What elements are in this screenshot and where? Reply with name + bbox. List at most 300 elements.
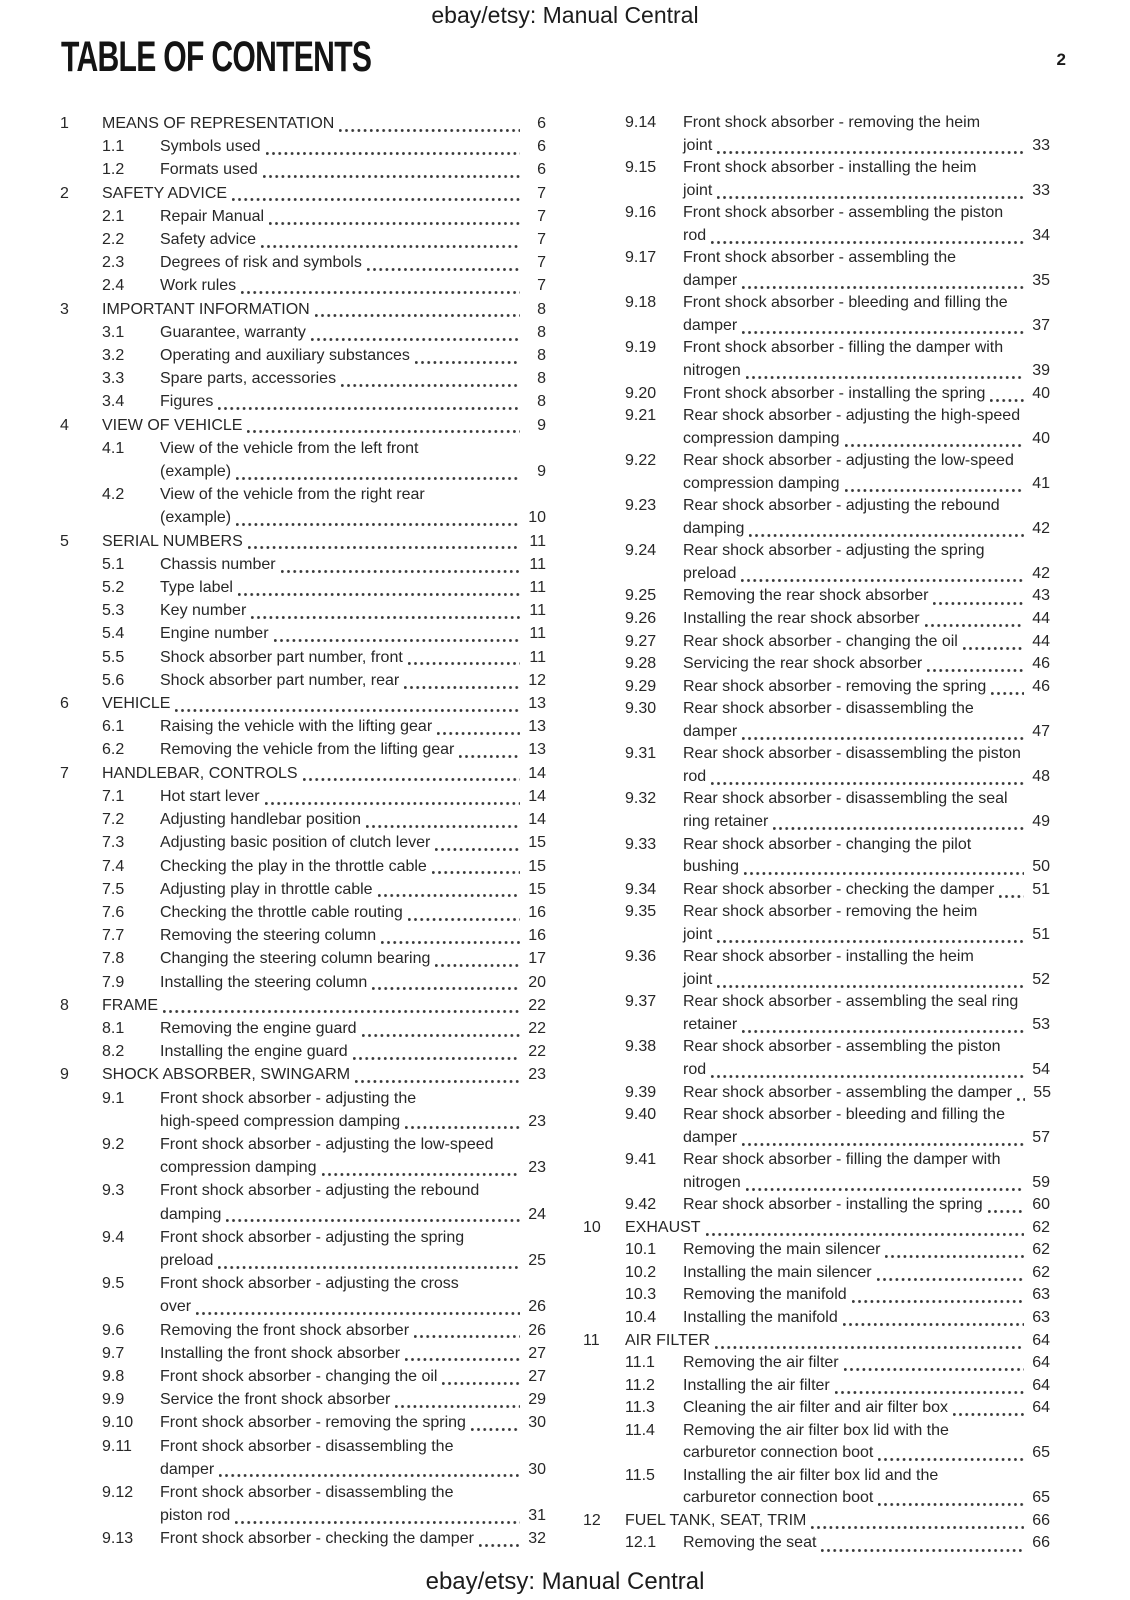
toc-entry-title: MEANS OF REPRESENTATION bbox=[102, 115, 335, 132]
toc-entry-number: 2.3 bbox=[102, 254, 125, 272]
toc-entry-page: 7 bbox=[537, 184, 546, 202]
dotted-leader bbox=[878, 1458, 1024, 1461]
toc-entry-lastline bbox=[683, 383, 1050, 406]
dotted-leader bbox=[378, 894, 520, 897]
dotted-leader bbox=[988, 1210, 1024, 1213]
toc-entry-page: 59 bbox=[1032, 1173, 1050, 1191]
toc-section-entry bbox=[583, 788, 1050, 833]
toc-entry-title: compression damping bbox=[683, 474, 840, 492]
toc-section-entry bbox=[60, 158, 546, 181]
dotted-leader bbox=[381, 941, 520, 944]
toc-entry-body bbox=[625, 1510, 1050, 1533]
toc-entry-title: piston rod bbox=[160, 1507, 231, 1525]
dotted-leader bbox=[963, 647, 1024, 650]
toc-section-entry bbox=[60, 1040, 546, 1063]
toc-section-entry bbox=[60, 1411, 546, 1434]
toc-entry-title-line: Rear shock absorber - filling the damper with bbox=[683, 1151, 1001, 1169]
dotted-leader bbox=[852, 1300, 1024, 1303]
toc-entry-title: retainer bbox=[683, 1015, 738, 1033]
toc-entry-page: 33 bbox=[1032, 181, 1050, 199]
toc-section-entry bbox=[60, 599, 546, 622]
toc-entry-body bbox=[683, 1262, 1050, 1285]
toc-entry-lastline bbox=[160, 1504, 546, 1527]
toc-entry-title: Rear shock absorber - installing the spring bbox=[683, 1196, 983, 1214]
toc-entry-lastline bbox=[160, 344, 546, 367]
toc-entry-lastline bbox=[160, 901, 546, 924]
toc-entry-lastline bbox=[683, 1014, 1050, 1037]
dotted-leader bbox=[845, 444, 1024, 447]
toc-entry-lastline bbox=[160, 205, 546, 228]
toc-entry-body bbox=[160, 785, 546, 808]
page-title: TABLE OF CONTENTS bbox=[61, 33, 372, 81]
dotted-leader bbox=[241, 291, 520, 294]
toc-entry-page: 7 bbox=[537, 277, 546, 295]
toc-entry-title: preload bbox=[160, 1251, 214, 1269]
toc-entry-title: joint bbox=[683, 925, 713, 943]
dotted-leader bbox=[435, 848, 520, 851]
toc-entry-title: preload bbox=[683, 564, 737, 582]
toc-entry-title: Removing the front shock absorber bbox=[160, 1321, 410, 1339]
toc-section-entry bbox=[583, 1036, 1050, 1081]
header-watermark: ebay/etsy: Manual Central bbox=[431, 2, 699, 28]
toc-chapter-entry bbox=[60, 414, 546, 437]
toc-entry-number: 8.2 bbox=[102, 1043, 125, 1061]
toc-entry-lastline bbox=[160, 576, 546, 599]
toc-entry-title: Shock absorber part number, front bbox=[160, 648, 403, 666]
toc-entry-title: Adjusting basic position of clutch lever bbox=[160, 834, 431, 852]
dotted-leader bbox=[442, 1382, 520, 1385]
toc-entry-number: 9.27 bbox=[625, 632, 657, 650]
toc-entry-page: 40 bbox=[1032, 429, 1050, 447]
toc-entry-page: 50 bbox=[1032, 858, 1050, 876]
toc-entry-page: 64 bbox=[1032, 1331, 1050, 1349]
toc-entry-lastline bbox=[683, 608, 1050, 631]
toc-entry-lastline bbox=[625, 1330, 1050, 1353]
toc-entry-title: Front shock absorber - changing the oil bbox=[160, 1367, 438, 1385]
toc-entry-number: 5.1 bbox=[102, 555, 125, 573]
toc-entry-title-line: Front shock absorber - disassembling the bbox=[160, 1483, 454, 1501]
toc-entry-title: Chassis number bbox=[160, 555, 276, 573]
dotted-leader bbox=[717, 151, 1024, 154]
toc-section-entry bbox=[583, 202, 1050, 247]
toc-section-entry bbox=[60, 1017, 546, 1040]
toc-chapter-entry bbox=[583, 1217, 1050, 1240]
toc-entry-body bbox=[683, 495, 1050, 540]
toc-section-entry bbox=[60, 1133, 546, 1179]
toc-entry-number: 8.1 bbox=[102, 1019, 125, 1037]
toc-section-entry bbox=[60, 1179, 546, 1225]
toc-entry-number: 9.38 bbox=[625, 1038, 657, 1056]
toc-entry-number: 1.1 bbox=[102, 138, 125, 156]
toc-entry-body bbox=[160, 831, 546, 854]
toc-entry-lastline bbox=[102, 298, 546, 321]
dotted-leader bbox=[163, 1010, 520, 1013]
toc-entry-number: 9.8 bbox=[102, 1367, 125, 1385]
toc-entry-title-line: View of the vehicle from the right rear bbox=[160, 486, 425, 504]
toc-entry-title: damping bbox=[160, 1205, 222, 1223]
toc-entry-page: 53 bbox=[1032, 1015, 1050, 1033]
toc-entry-body bbox=[683, 1375, 1050, 1398]
dotted-leader bbox=[238, 593, 520, 596]
toc-entry-page: 30 bbox=[528, 1414, 546, 1432]
toc-entry-body bbox=[625, 1330, 1050, 1353]
dotted-leader bbox=[303, 778, 520, 781]
toc-entry-number: 7.7 bbox=[102, 927, 125, 945]
toc-entry-title-line: Rear shock absorber - adjusting the spring bbox=[683, 542, 985, 560]
toc-entry-page: 40 bbox=[1032, 384, 1050, 402]
toc-section-entry bbox=[60, 901, 546, 924]
toc-section-entry bbox=[583, 1284, 1050, 1307]
toc-section-entry bbox=[583, 383, 1050, 406]
toc-entry-page: 10 bbox=[528, 509, 546, 527]
dotted-leader bbox=[991, 692, 1024, 695]
toc-section-entry bbox=[60, 738, 546, 761]
toc-entry-title: Installing the engine guard bbox=[160, 1043, 348, 1061]
toc-entry-title: damper bbox=[683, 271, 738, 289]
toc-entry-page: 26 bbox=[528, 1298, 546, 1316]
toc-entry-body bbox=[683, 1149, 1050, 1194]
toc-section-entry bbox=[60, 622, 546, 645]
toc-entry-number: 9.21 bbox=[625, 407, 657, 425]
toc-entry-number: 3.2 bbox=[102, 347, 125, 365]
toc-entry-lastline bbox=[683, 811, 1050, 834]
toc-entry-page: 22 bbox=[528, 1019, 546, 1037]
toc-entry-page: 12 bbox=[528, 671, 546, 689]
dotted-leader bbox=[432, 871, 520, 874]
toc-entry-number: 9.32 bbox=[625, 790, 657, 808]
toc-entry-page: 33 bbox=[1032, 136, 1050, 154]
toc-entry-title-line: Rear shock absorber - disassembling the bbox=[683, 700, 974, 718]
toc-entry-page: 23 bbox=[528, 1112, 546, 1130]
toc-entry-page: 63 bbox=[1032, 1308, 1050, 1326]
toc-section-entry bbox=[583, 631, 1050, 654]
toc-section-entry bbox=[60, 646, 546, 669]
toc-entry-lastline bbox=[160, 646, 546, 669]
toc-entry-body bbox=[683, 1239, 1050, 1262]
toc-entry-title: Cleaning the air filter and air filter box bbox=[683, 1399, 949, 1417]
toc-entry-title-line: Rear shock absorber - assembling the piston bbox=[683, 1038, 1001, 1056]
toc-entry-title-line: Rear shock absorber - assembling the seal ring bbox=[683, 993, 1019, 1011]
toc-entry-page: 8 bbox=[537, 393, 546, 411]
toc-entry-title: Removing the air filter bbox=[683, 1354, 839, 1372]
toc-entry-body bbox=[160, 855, 546, 878]
toc-section-entry bbox=[60, 971, 546, 994]
dotted-leader bbox=[715, 1346, 1024, 1349]
toc-entry-body bbox=[160, 1481, 546, 1527]
dotted-leader bbox=[742, 331, 1024, 334]
toc-entry-title-line: Front shock absorber - bleeding and filling the bbox=[683, 294, 1008, 312]
toc-entry-number: 9.22 bbox=[625, 452, 657, 470]
toc-entry-page: 11 bbox=[529, 602, 546, 620]
toc-entry-lastline bbox=[160, 1249, 546, 1272]
toc-section-entry bbox=[60, 274, 546, 297]
toc-entry-title: Servicing the rear shock absorber bbox=[683, 655, 923, 673]
toc-entry-body bbox=[160, 344, 546, 367]
toc-entry-number: 9.26 bbox=[625, 610, 657, 628]
dotted-leader bbox=[742, 286, 1024, 289]
toc-entry-title: EXHAUST bbox=[625, 1218, 701, 1236]
toc-entry-lastline bbox=[102, 414, 546, 437]
toc-entry-number: 11.1 bbox=[625, 1354, 655, 1372]
toc-entry-body bbox=[683, 653, 1050, 676]
toc-entry-title: Removing the steering column bbox=[160, 927, 377, 945]
toc-section-entry bbox=[60, 1319, 546, 1342]
dotted-leader bbox=[236, 523, 520, 526]
toc-entry-number: 5.4 bbox=[102, 625, 125, 643]
toc-entry-page: 62 bbox=[1032, 1263, 1050, 1281]
toc-entry-lastline bbox=[160, 1388, 546, 1411]
toc-entry-lastline bbox=[102, 994, 546, 1017]
toc-entry-page: 7 bbox=[537, 254, 546, 272]
toc-entry-title: compression damping bbox=[683, 429, 840, 447]
toc-entry-title: rod bbox=[683, 767, 707, 785]
toc-entry-title: damping bbox=[683, 519, 745, 537]
toc-entry-title: Shock absorber part number, rear bbox=[160, 671, 400, 689]
dotted-leader bbox=[339, 129, 520, 132]
toc-entry-body bbox=[160, 553, 546, 576]
toc-chapter-entry bbox=[60, 530, 546, 553]
toc-entry-page: 22 bbox=[528, 996, 546, 1014]
toc-entry-number: 9.10 bbox=[102, 1414, 134, 1432]
dotted-leader bbox=[355, 1080, 520, 1083]
toc-entry-body bbox=[683, 608, 1050, 631]
toc-entry-body bbox=[102, 298, 546, 321]
footer-watermark: ebay/etsy: Manual Central bbox=[425, 1568, 705, 1595]
toc-entry-page: 11 bbox=[529, 625, 546, 643]
toc-entry-lastline bbox=[683, 721, 1050, 744]
toc-section-entry bbox=[60, 947, 546, 970]
toc-entry-lastline bbox=[683, 1284, 1050, 1307]
toc-entry-page: 47 bbox=[1032, 722, 1050, 740]
toc-entry-title: SERIAL NUMBERS bbox=[102, 532, 243, 550]
toc-entry-body bbox=[683, 1284, 1050, 1307]
toc-entry-page: 14 bbox=[528, 787, 546, 805]
toc-entry-number: 10 bbox=[583, 1218, 601, 1236]
toc-entry-body bbox=[160, 1388, 546, 1411]
toc-entry-lastline bbox=[160, 367, 546, 390]
toc-entry-page: 46 bbox=[1032, 655, 1050, 673]
toc-entry-body bbox=[683, 1194, 1050, 1217]
toc-section-entry bbox=[583, 879, 1050, 902]
toc-entry-lastline bbox=[683, 879, 1050, 902]
toc-entry-title-line: Front shock absorber - adjusting the cross bbox=[160, 1275, 459, 1293]
toc-entry-page: 46 bbox=[1032, 677, 1050, 695]
toc-entry-title-line: Front shock absorber - adjusting the bbox=[160, 1089, 417, 1107]
toc-entry-body bbox=[683, 879, 1050, 902]
toc-entry-body bbox=[160, 1342, 546, 1365]
toc-entry-title: Guarantee, warranty bbox=[160, 323, 306, 341]
toc-entry-number: 2.1 bbox=[102, 207, 125, 225]
toc-section-entry bbox=[583, 653, 1050, 676]
toc-entry-body bbox=[160, 483, 546, 529]
dotted-leader bbox=[877, 1278, 1024, 1281]
toc-entry-page: 41 bbox=[1032, 474, 1050, 492]
toc-entry-lastline bbox=[683, 360, 1050, 383]
toc-entry-title: Figures bbox=[160, 393, 214, 411]
toc-entry-lastline bbox=[683, 856, 1050, 879]
toc-entry-title: VEHICLE bbox=[102, 695, 171, 713]
dotted-leader bbox=[885, 1255, 1024, 1258]
toc-section-entry bbox=[583, 1532, 1050, 1555]
dotted-leader bbox=[281, 570, 520, 573]
toc-entry-number: 7.1 bbox=[102, 787, 125, 805]
toc-entry-body bbox=[160, 924, 546, 947]
toc-entry-body bbox=[160, 808, 546, 831]
dotted-leader bbox=[742, 1030, 1024, 1033]
toc-entry-number: 7 bbox=[60, 764, 69, 782]
toc-entry-body bbox=[683, 1397, 1050, 1420]
toc-entry-body bbox=[160, 576, 546, 599]
dotted-leader bbox=[196, 1312, 520, 1315]
toc-section-entry bbox=[60, 669, 546, 692]
dotted-leader bbox=[459, 755, 520, 758]
toc-entry-title: Work rules bbox=[160, 277, 237, 295]
dotted-leader bbox=[435, 964, 520, 967]
toc-entry-title: Safety advice bbox=[160, 231, 257, 249]
toc-entry-lastline bbox=[160, 971, 546, 994]
toc-entry-body bbox=[683, 631, 1050, 654]
toc-entry-number: 11.3 bbox=[625, 1399, 655, 1417]
toc-entry-body bbox=[683, 585, 1050, 608]
toc-entry-lastline bbox=[683, 1375, 1050, 1398]
toc-entry-number: 3.1 bbox=[102, 323, 125, 341]
toc-entry-page: 15 bbox=[528, 834, 546, 852]
toc-entry-title: Hot start lever bbox=[160, 787, 260, 805]
toc-section-entry bbox=[583, 834, 1050, 879]
toc-entry-title-line: Front shock absorber - assembling the bbox=[683, 249, 957, 267]
toc-entry-title: FRAME bbox=[102, 996, 158, 1014]
toc-entry-title: Front shock absorber - installing the spring bbox=[683, 384, 986, 402]
toc-entry-page: 64 bbox=[1032, 1376, 1050, 1394]
toc-entry-body bbox=[160, 1527, 546, 1550]
toc-entry-title: Degrees of risk and symbols bbox=[160, 254, 362, 272]
toc-entry-page: 24 bbox=[528, 1205, 546, 1223]
toc-section-entry bbox=[583, 337, 1050, 382]
toc-entry-body bbox=[683, 1352, 1050, 1375]
toc-entry-page: 8 bbox=[537, 300, 546, 318]
toc-entry-title: Installing the air filter bbox=[683, 1376, 830, 1394]
dotted-leader bbox=[414, 1335, 520, 1338]
dotted-leader bbox=[247, 430, 520, 433]
toc-entry-page: 7 bbox=[537, 231, 546, 249]
toc-entry-page: 65 bbox=[1032, 1489, 1050, 1507]
toc-entry-body bbox=[683, 112, 1050, 157]
dotted-leader bbox=[235, 1521, 520, 1524]
toc-entry-title-line: Rear shock absorber - adjusting the low-speed bbox=[683, 452, 1014, 470]
toc-entry-page: 8 bbox=[537, 347, 546, 365]
toc-entry-number: 5.3 bbox=[102, 602, 125, 620]
toc-entry-lastline bbox=[683, 585, 1050, 608]
toc-entry-lastline bbox=[102, 530, 546, 553]
toc-entry-page: 30 bbox=[528, 1460, 546, 1478]
toc-entry-body bbox=[160, 1226, 546, 1272]
toc-entry-page: 16 bbox=[528, 903, 546, 921]
toc-entry-body bbox=[160, 367, 546, 390]
toc-entry-body bbox=[683, 676, 1050, 699]
toc-entry-body bbox=[102, 414, 546, 437]
toc-entry-body bbox=[160, 251, 546, 274]
toc-entry-body bbox=[683, 1307, 1050, 1330]
toc-entry-lastline bbox=[160, 622, 546, 645]
toc-entry-lastline bbox=[160, 1110, 546, 1133]
toc-chapter-entry bbox=[60, 762, 546, 785]
toc-section-entry bbox=[583, 1149, 1050, 1194]
toc-entry-lastline bbox=[102, 112, 546, 135]
dotted-leader bbox=[821, 1549, 1024, 1552]
toc-entry-lastline bbox=[625, 1510, 1050, 1533]
toc-entry-title-line: Front shock absorber - removing the heim bbox=[683, 114, 981, 131]
toc-entry-title-line: Rear shock absorber - changing the pilot bbox=[683, 835, 972, 853]
toc-entry-lastline bbox=[683, 1532, 1050, 1555]
toc-entry-body bbox=[683, 991, 1050, 1036]
toc-entry-lastline bbox=[160, 1040, 546, 1063]
toc-section-entry bbox=[583, 1239, 1050, 1262]
toc-entry-number: 3.3 bbox=[102, 370, 125, 388]
toc-entry-page: 23 bbox=[528, 1066, 546, 1084]
toc-entry-body bbox=[160, 599, 546, 622]
toc-entry-lastline bbox=[160, 831, 546, 854]
toc-entry-page: 6 bbox=[537, 115, 546, 132]
toc-section-entry bbox=[583, 1465, 1050, 1510]
toc-section-entry bbox=[60, 924, 546, 947]
dotted-leader bbox=[322, 1173, 520, 1176]
toc-entry-body bbox=[102, 994, 546, 1017]
dotted-leader bbox=[811, 1526, 1024, 1529]
toc-section-entry bbox=[583, 991, 1050, 1036]
toc-entry-lastline bbox=[683, 180, 1050, 203]
dotted-leader bbox=[746, 1188, 1024, 1191]
toc-entry-page: 51 bbox=[1032, 880, 1050, 898]
toc-section-entry bbox=[583, 247, 1050, 292]
dotted-leader bbox=[844, 1368, 1024, 1371]
toc-entry-number: 12 bbox=[583, 1511, 601, 1529]
toc-entry-number: 1.2 bbox=[102, 161, 125, 179]
toc-entry-lastline bbox=[683, 653, 1050, 676]
toc-section-entry bbox=[583, 1262, 1050, 1285]
toc-entry-title-line: Front shock absorber - installing the heim bbox=[683, 159, 977, 177]
toc-entry-lastline bbox=[683, 1487, 1050, 1510]
toc-entry-title: Installing the main silencer bbox=[683, 1263, 872, 1281]
dotted-leader bbox=[749, 534, 1024, 537]
toc-entry-number: 11 bbox=[583, 1331, 600, 1349]
toc-section-entry bbox=[583, 743, 1050, 788]
dotted-leader bbox=[845, 489, 1024, 492]
toc-entry-title: damper bbox=[683, 722, 738, 740]
toc-entry-title: Rear shock absorber - changing the oil bbox=[683, 632, 958, 650]
toc-chapter-entry bbox=[60, 692, 546, 715]
toc-entry-lastline bbox=[160, 274, 546, 297]
toc-entry-page: 6 bbox=[537, 161, 546, 179]
toc-entry-body bbox=[683, 405, 1050, 450]
toc-entry-body bbox=[102, 182, 546, 205]
toc-entry-number: 9.6 bbox=[102, 1321, 125, 1339]
toc-entry-title: Service the front shock absorber bbox=[160, 1391, 391, 1409]
toc-entry-title-line: Front shock absorber - adjusting the low-speed bbox=[160, 1135, 494, 1153]
toc-entry-number: 3 bbox=[60, 300, 69, 318]
toc-entry-title: Engine number bbox=[160, 625, 269, 643]
toc-section-entry bbox=[60, 576, 546, 599]
toc-entry-title: Rear shock absorber - removing the spring bbox=[683, 677, 987, 695]
toc-section-entry bbox=[60, 205, 546, 228]
toc-section-entry bbox=[60, 228, 546, 251]
toc-entry-number: 2.2 bbox=[102, 231, 125, 249]
toc-entry-number: 9.23 bbox=[625, 497, 657, 515]
toc-entry-title: damper bbox=[160, 1460, 215, 1478]
toc-entry-number: 6.1 bbox=[102, 718, 125, 736]
toc-entry-number: 9.41 bbox=[625, 1151, 657, 1169]
toc-entry-number: 11.4 bbox=[625, 1421, 655, 1439]
toc-entry-number: 9.7 bbox=[102, 1344, 125, 1362]
